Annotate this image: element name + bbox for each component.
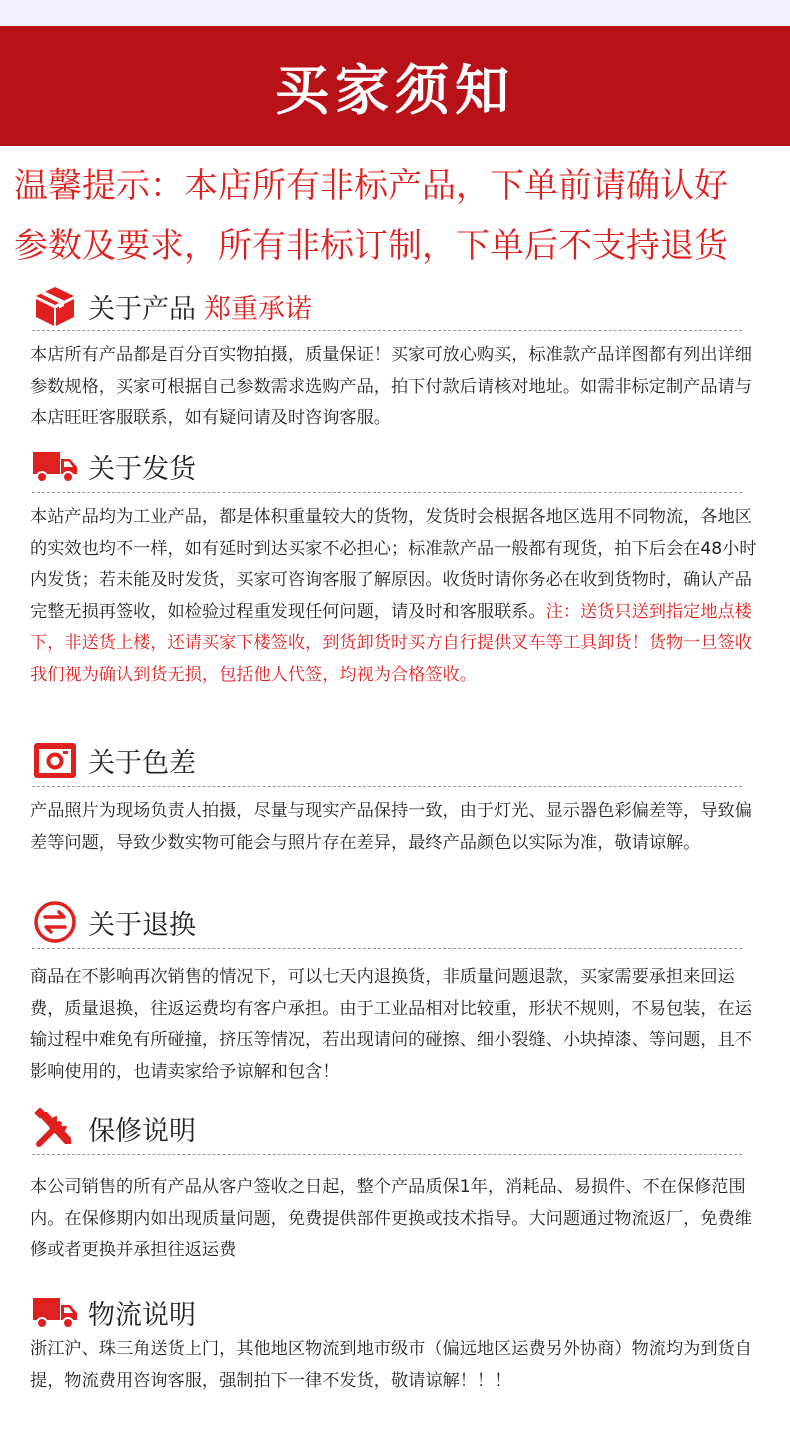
section-product-text: 本店所有产品都是百分百实物拍摄，质量保证！买家可放心购买，标准款产品详图都有列出详细参数规格，买家可根据自己参数需求选购产品，拍下付款后请核对地址。如需非标定制产品请与本店旺旺客服联系，如有疑问请及时咨询客服。 xyxy=(30,345,752,428)
section-logistics-header xyxy=(32,1288,742,1336)
divider xyxy=(32,492,742,493)
shipping-body: 本站产品均为工业产品，都是体积重量较大的货物，发货时会根据各地区选用不同物流，各地区的实效也均不一样，如有延时到达买家不必担心；标准款产品一般都有现货，拍下后会在48小时内发货；若未能及时发货，买家可咨询客服了解原因。收货时请你务必在收到货物时，确认产品完整无损再签收，如检验过程重发现任何问题，请及时和客服联系。 xyxy=(30,507,757,622)
section-shipping-text xyxy=(30,502,760,691)
exchange-icon xyxy=(32,899,78,945)
divider xyxy=(32,330,742,331)
notice-line-2: 参数及要求，所有非标订制，下单后不支持退货 xyxy=(14,226,728,266)
notice-line-1: 温馨提示：本店所有非标产品，下单前请确认好 xyxy=(14,166,728,206)
section-shipping-header xyxy=(32,442,742,490)
section-product-title: 关于产品 xyxy=(88,293,196,325)
header-banner xyxy=(0,26,790,146)
divider xyxy=(32,786,742,787)
section-returns-title: 关于退换 xyxy=(88,909,196,941)
page-title: 买家须知 xyxy=(275,58,515,122)
section-product-header xyxy=(32,282,742,330)
section-color-header xyxy=(32,736,742,784)
section-color-text: 产品照片为现场负责人拍摄，尽量与现实产品保持一致，由于灯光、显示器色彩偏差等，导致偏差等问题，导致少数实物可能会与照片存在差异，最终产品颜色以实际为准，敬请谅解。 xyxy=(30,801,752,853)
truck-icon xyxy=(32,443,78,489)
section-logistics-title: 物流说明 xyxy=(88,1299,196,1331)
section-warranty-text: 本公司销售的所有产品从客户签收之日起，整个产品质保1年，消耗品、易损件、不在保修范围内。在保修期内如出现质量问题，免费提供部件更换或技术指导。大问题通过物流返厂，免费维修或者更换并承担往返运费 xyxy=(30,1177,752,1260)
section-warranty-title: 保修说明 xyxy=(88,1115,196,1147)
logistics-emphasis: 强制拍下一律不发货，敬请谅解！！！ xyxy=(219,1370,512,1391)
top-strip xyxy=(0,0,790,26)
section-logistics-text xyxy=(30,1334,760,1397)
section-product-subtitle: 郑重承诺 xyxy=(204,293,312,325)
divider xyxy=(32,1154,742,1155)
section-returns-header xyxy=(32,898,742,946)
divider xyxy=(32,948,742,949)
box-icon xyxy=(32,283,78,329)
shipping-warning: 注：送货只送到指定地点楼下，非送货上楼，还请买家下楼签收，到货卸货时买方自行提供叉车等工具卸货！货物一旦签收我们视为确认到货无损，包括他人代签，均视为合格签收。 xyxy=(30,601,752,685)
logistics-body: 浙江沪、珠三角送货上门，其他地区物流到地市级市（偏远地区运费另外协商）物流均为到货自提，物流费用咨询客服， xyxy=(30,1339,752,1391)
section-warranty-header xyxy=(32,1104,742,1152)
section-returns-text: 商品在不影响再次销售的情况下，可以七天内退换货，非质量问题退款，买家需要承担来回运费，质量退换，往返运费均有客户承担。由于工业品相对比较重，形状不规则，不易包装，在运输过程中难免有所碰撞，挤压等情况，若出现请问的碰擦、细小裂缝、小块掉漆、等问题，且不影响使用的，也请卖家给予谅解和包含！ xyxy=(30,967,752,1082)
tools-icon xyxy=(32,1105,78,1151)
truck-icon xyxy=(32,1289,78,1335)
section-color-title: 关于色差 xyxy=(88,747,196,779)
section-shipping-title: 关于发货 xyxy=(88,453,196,485)
camera-icon xyxy=(32,737,78,783)
